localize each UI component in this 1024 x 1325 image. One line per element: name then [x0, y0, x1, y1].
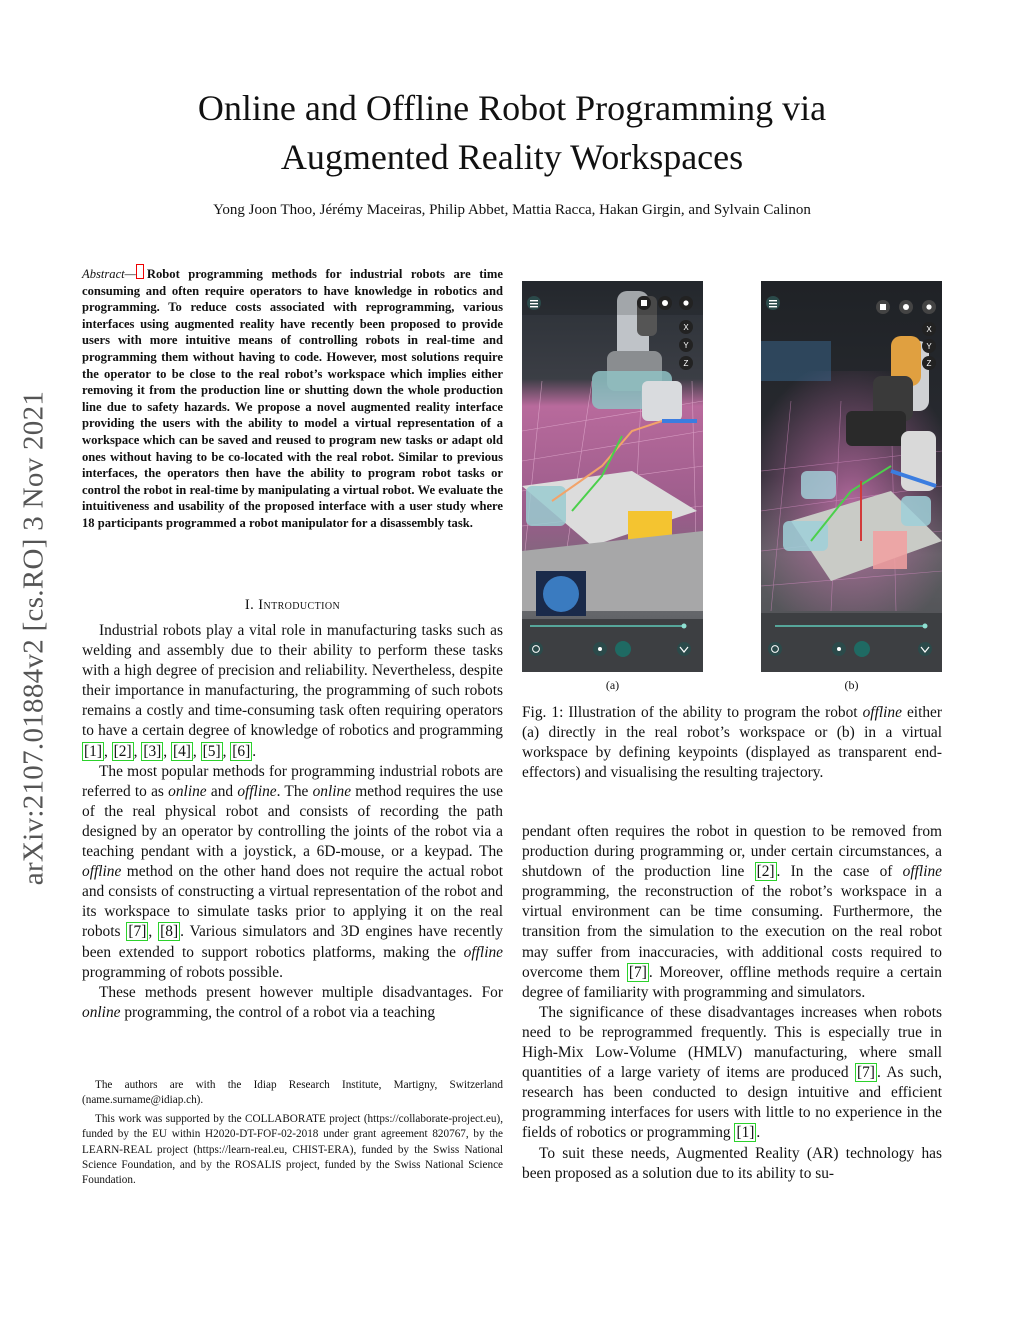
figure-caption: Fig. 1: Illustration of the ability to program the robot offline either (a) directly in the real robot’s workspace or (b) in a virtual workspace by defining keypoints (displayed as transparent end-effectors) and visualising the resulting trajectory. [522, 704, 942, 782]
section-title: Introduction [258, 597, 341, 613]
citation-link[interactable]: [8] [160, 923, 179, 941]
footnote-funding: This work was supported by the COLLABORATE project (https://collaborate-project.eu), funded by the EU within H2020-DT-FOF-02-2018 under grant agreement 820767, by the LEARN-REAL project (https://learn-real.eu, CHIST-ERA), funded by the Swiss National Science Foundation, and by the ROSALIS project, funded by the Swiss National Science Foundation. [82, 1112, 503, 1187]
left-column-body [82, 621, 503, 1023]
arxiv-id: arXiv:2107.01884v2 [cs.RO] 3 Nov 2021 [17, 390, 50, 886]
footnote-affiliation: The authors are with the Idiap Research Institute, Martigny, Switzerland (name.surname@idiap.ch). [82, 1079, 503, 1107]
section-heading: I. Introduction [244, 597, 341, 613]
citation-link[interactable]: [1] [84, 742, 102, 760]
paragraph: The significance of these disadvantages increases when robots need to be reprogrammed frequently. This is especially true in High-Mix Low-Volume (HMLV) manufacturing, where small quantities of a large variety of items are produced [7] . As such, research has been conducted to design intuitive and efficient programming interfaces for users with little to no experience in the fields of robotics or programming [1] . [522, 1003, 942, 1142]
figure-panel-b [761, 281, 942, 672]
paragraph: Industrial robots play a vital role in manufacturing tasks such as welding and assembly due to their ability to perform these tasks with a high degree of precision and reliability. Nevertheless, despite their importance in manufacturing, the programming of such robots remains a costly and time-consuming task often requiring operators to have a certain degree of knowledge of robotics and programming [1] , [2] , [3] , [4] , [5] , [6] . [82, 622, 503, 760]
axis-label-y: Y [683, 341, 689, 350]
paragraph: The most popular methods for programming industrial robots are referred to as online and offline. The online method requires the use of the real physical robot and consists of recording the path designed by an operator by controlling the joints of the robot via a teaching pendant with a joystick, a 6D-mouse, or a keypad. The offline method on the other hand does not require the actual robot and consists of constructing a virtual representation of the robot and its workspace to simulate tasks prior to applying it on the real robots [7] , [8] . Various simulators and 3D engines have recently been extended to support robotics platforms, making the offline programming of robots possible. [82, 762, 504, 981]
citation-link[interactable]: [3] [143, 742, 162, 760]
abstract-label: Abstract— [82, 267, 136, 281]
figure-panel-a [522, 281, 703, 672]
axis-label-x: X [926, 325, 932, 334]
axis-label-y: Y [926, 342, 932, 351]
citation-link[interactable]: [7] [128, 923, 147, 941]
paragraph: pendant often requires the robot in question to be removed from production during programming or, under certain circumstances, a shutdown of the production line [2] . In the case of offline programming, the reconstruction of the robot’s workspace in a virtual environment can be time consuming. Furthermore, the transition from the simulation to the execution on the real robot may suffer from inaccuracies, with additional costs required to overcome them [7] . Moreover, offline methods require a certain degree of familiarity with programming and simulators. [522, 823, 942, 1001]
citation-link[interactable]: [2] [756, 863, 775, 881]
title-line-1: Online and Offline Robot Programming via [197, 88, 827, 128]
arxiv-sidebar [14, 348, 54, 928]
citation-link[interactable]: [5] [202, 742, 221, 760]
abstract [82, 264, 503, 532]
citation-link[interactable]: [2] [113, 742, 132, 760]
abstract-text: Robot programming methods for industrial robots are time consuming and often require operators to have knowledge in robotics and programming. To reduce costs associated with reprogramming, various interfaces using augmented reality have recently been proposed to provide users with more intuitive means of controlling robots in real-time and programming them without having to code. However, most solutions require the operator to be close to the real robot’s workspace which implies either removing it from the production line or shutting down the whole production line due to safety hazards. We propose a novel augmented reality interface providing the users with the ability to model a virtual representation of a workspace which can be saved and reused to program new tasks or adapt old ones without having to be co-located with the real robot. Similar to previous interfaces, the operators then have the ability to program robot tasks or control the robot in real-time by manipulating a virtual robot. We evaluate the intuitiveness and usability of the proposed interface with a user study where 18 participants programmed a robot manipulator for a disassembly task. [82, 267, 503, 530]
paragraph: To suit these needs, Augmented Reality (AR) technology has been proposed as a solution due to its ability to su- [522, 1144, 942, 1182]
citation-link[interactable]: [7] [856, 1064, 875, 1082]
right-column-body [522, 822, 942, 1184]
figure-1 [522, 281, 942, 691]
axis-label-z: Z [683, 359, 689, 368]
link-marker [136, 264, 144, 279]
title-line-2: Augmented Reality Workspaces [280, 137, 744, 177]
author-list: Yong Joon Thoo, Jérémy Maceiras, Philip Abbet, Mattia Racca, Hakan Girgin, and Sylvain Calinon [213, 202, 811, 218]
citation-link[interactable]: [1] [736, 1124, 755, 1142]
footnotes [82, 1078, 503, 1192]
citation-link[interactable]: [4] [172, 742, 191, 760]
subfigure-label-b: (b) [844, 678, 859, 692]
axis-label-z: Z [926, 359, 932, 368]
axis-label-x: X [683, 323, 689, 332]
subfigure-label-a: (a) [605, 678, 620, 692]
paper-title [100, 84, 924, 182]
citation-link[interactable]: [7] [628, 963, 647, 981]
citation-link[interactable]: [6] [232, 742, 251, 760]
paragraph: These methods present however multiple disadvantages. For online programming, the control of a robot via a teaching [82, 983, 503, 1021]
